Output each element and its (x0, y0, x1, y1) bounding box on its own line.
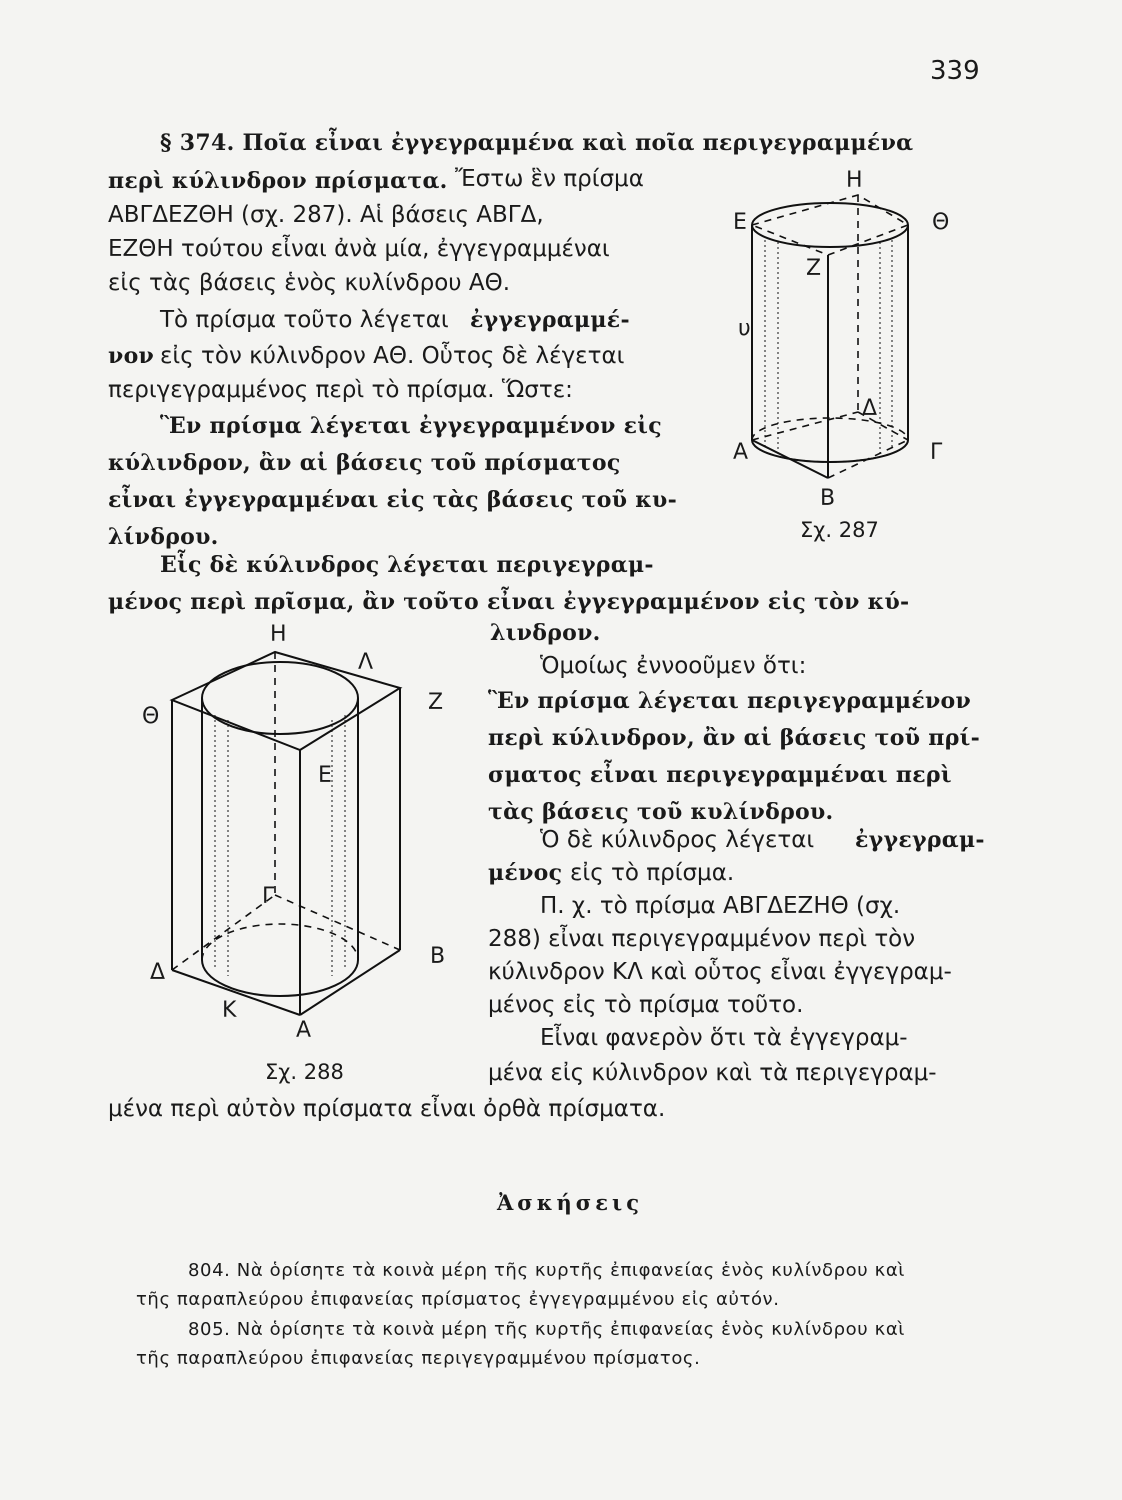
text-line: εἰς τὸ πρίσμα. (570, 860, 735, 886)
definition-line: μένος περὶ πρῖσμα, ἂν τοῦτο εἶναι ἐγγεγραμμένον εἰς τὸν κύ- (108, 589, 910, 615)
text-line: εἰς τὰς βάσεις ἑνὸς κυλίνδρου ΑΘ. (108, 270, 511, 296)
text-line: Εἶναι φανερὸν ὅτι τὰ ἐγγεγραμ- (540, 1025, 908, 1051)
figure-288-label-H: Η (270, 622, 287, 647)
text-line: ΑΒΓΔΕΖΘΗ (σχ. 287). Αἱ βάσεις ΑΒΓΔ, (108, 202, 544, 228)
figure-288-label-L: Λ (358, 650, 374, 675)
figure-287-label-Th: Θ (932, 210, 950, 235)
figure-288-diagram (160, 640, 440, 1023)
figure-288-label-Th: Θ (142, 704, 160, 729)
figure-288-label-E: Ε (318, 763, 332, 788)
definition-line: περὶ κύλινδρον, ἂν αἱ βάσεις τοῦ πρί- (488, 725, 980, 751)
definition-line: Εἷς δὲ κύλινδρος λέγεται περιγεγραμ- (160, 552, 654, 578)
text-line: μένος εἰς τὸ πρίσμα τοῦτο. (488, 992, 804, 1018)
text-line: 288) εἶναι περιγεγραμμένον περὶ τὸν (488, 926, 916, 952)
figure-287-label-D: Δ (862, 396, 878, 421)
text-line: Ὁμοίως ἐννοοῦμεν ὅτι: (540, 653, 807, 679)
text-line: Τὸ πρίσμα τοῦτο λέγεται (160, 307, 449, 333)
text-line: μένα περὶ αὐτὸν πρίσματα εἶναι ὀρθὰ πρίσματα. (108, 1096, 666, 1122)
figure-287-label-u: υ (738, 316, 751, 341)
section-heading-cont: περὶ κύλινδρον πρίσματα. (108, 168, 448, 194)
definition-line: λίνδρου. (108, 524, 219, 550)
definition-line: σματος εἶναι περιγεγραμμέναι περὶ (488, 762, 952, 788)
text-line: κύλινδρον ΚΛ καὶ οὗτος εἶναι ἐγγεγραμ- (488, 959, 952, 985)
definition-line: λινδρον. (490, 620, 601, 646)
exercises-title: Ἀσκήσεις (497, 1190, 643, 1215)
figure-288-label-Z: Ζ (428, 690, 444, 715)
page-number: 339 (930, 56, 980, 86)
text-line: εἰς τὸν κύλινδρον ΑΘ. Οὗτος δὲ λέγεται (160, 343, 625, 369)
text-line: μένα εἰς κύλινδρον καὶ τὰ περιγεγραμ- (488, 1060, 937, 1086)
figure-287-label-G: Γ (930, 440, 943, 465)
figure-288-caption: Σχ. 288 (265, 1060, 344, 1084)
exercise-805-line1: 805. Νὰ ὁρίσητε τὰ κοινὰ μέρη τῆς κυρτῆς ἐπιφανείας ἑνὸς κυλίνδρου καὶ (188, 1319, 905, 1340)
figure-288-label-D: Δ (150, 960, 166, 985)
figure-287-caption: Σχ. 287 (800, 518, 879, 542)
exercise-805-line2: τῆς παραπλεύρου ἐπιφανείας περιγεγραμμένου πρίσματος. (136, 1348, 701, 1369)
definition-line: Ἓν πρίσμα λέγεται ἐγγεγραμμένον εἰς (160, 413, 662, 439)
figure-287-label-Z: Ζ (806, 256, 822, 281)
exercise-804-line1: 804. Νὰ ὁρίσητε τὰ κοινὰ μέρη τῆς κυρτῆς ἐπιφανείας ἑνὸς κυλίνδρου καὶ (188, 1260, 905, 1281)
text-line: Ἔστω ἓν πρίσμα (455, 166, 644, 192)
definition-line: κύλινδρον, ἂν αἱ βάσεις τοῦ πρίσματος (108, 450, 621, 476)
bold-term: ἐγγεγραμ- (855, 827, 985, 853)
figure-287-label-E: Ε (733, 210, 747, 235)
figure-288-label-K: Κ (222, 998, 237, 1023)
figure-288-label-G: Γ (262, 884, 275, 909)
figure-288-label-A: Α (296, 1018, 312, 1043)
text-line: περιγεγραμμένος περὶ τὸ πρίσμα. Ὥστε: (108, 377, 573, 403)
text-line: ΕΖΘΗ τούτου εἶναι ἀνὰ μία, ἐγγεγραμμέναι (108, 236, 610, 262)
section-heading: § 374. Ποῖα εἶναι ἐγγεγραμμένα καὶ ποῖα περιγεγραμμένα (160, 130, 914, 156)
definition-line: τὰς βάσεις τοῦ κυλίνδρου. (488, 799, 834, 825)
figure-287-label-B: Β (820, 486, 836, 511)
figure-288-label-B: Β (430, 944, 446, 969)
text-line: Ὁ δὲ κύλινδρος λέγεται (540, 827, 815, 853)
bold-term: νον (108, 343, 155, 369)
figure-287-label-H: Η (846, 168, 863, 193)
bold-term: μένος (488, 860, 563, 886)
definition-line: εἶναι ἐγγεγραμμέναι εἰς τὰς βάσεις τοῦ κυ- (108, 487, 678, 513)
definition-line: Ἓν πρίσμα λέγεται περιγεγραμμένον (488, 688, 972, 714)
exercise-804-line2: τῆς παραπλεύρου ἐπιφανείας πρίσματος ἐγγεγραμμένου εἰς αὐτόν. (136, 1289, 780, 1310)
figure-287-label-A: Α (733, 440, 749, 465)
text-line: Π. χ. τὸ πρίσμα ΑΒΓΔΕΖΗΘ (σχ. (540, 893, 901, 919)
bold-term: ἐγγεγραμμέ- (470, 307, 630, 333)
